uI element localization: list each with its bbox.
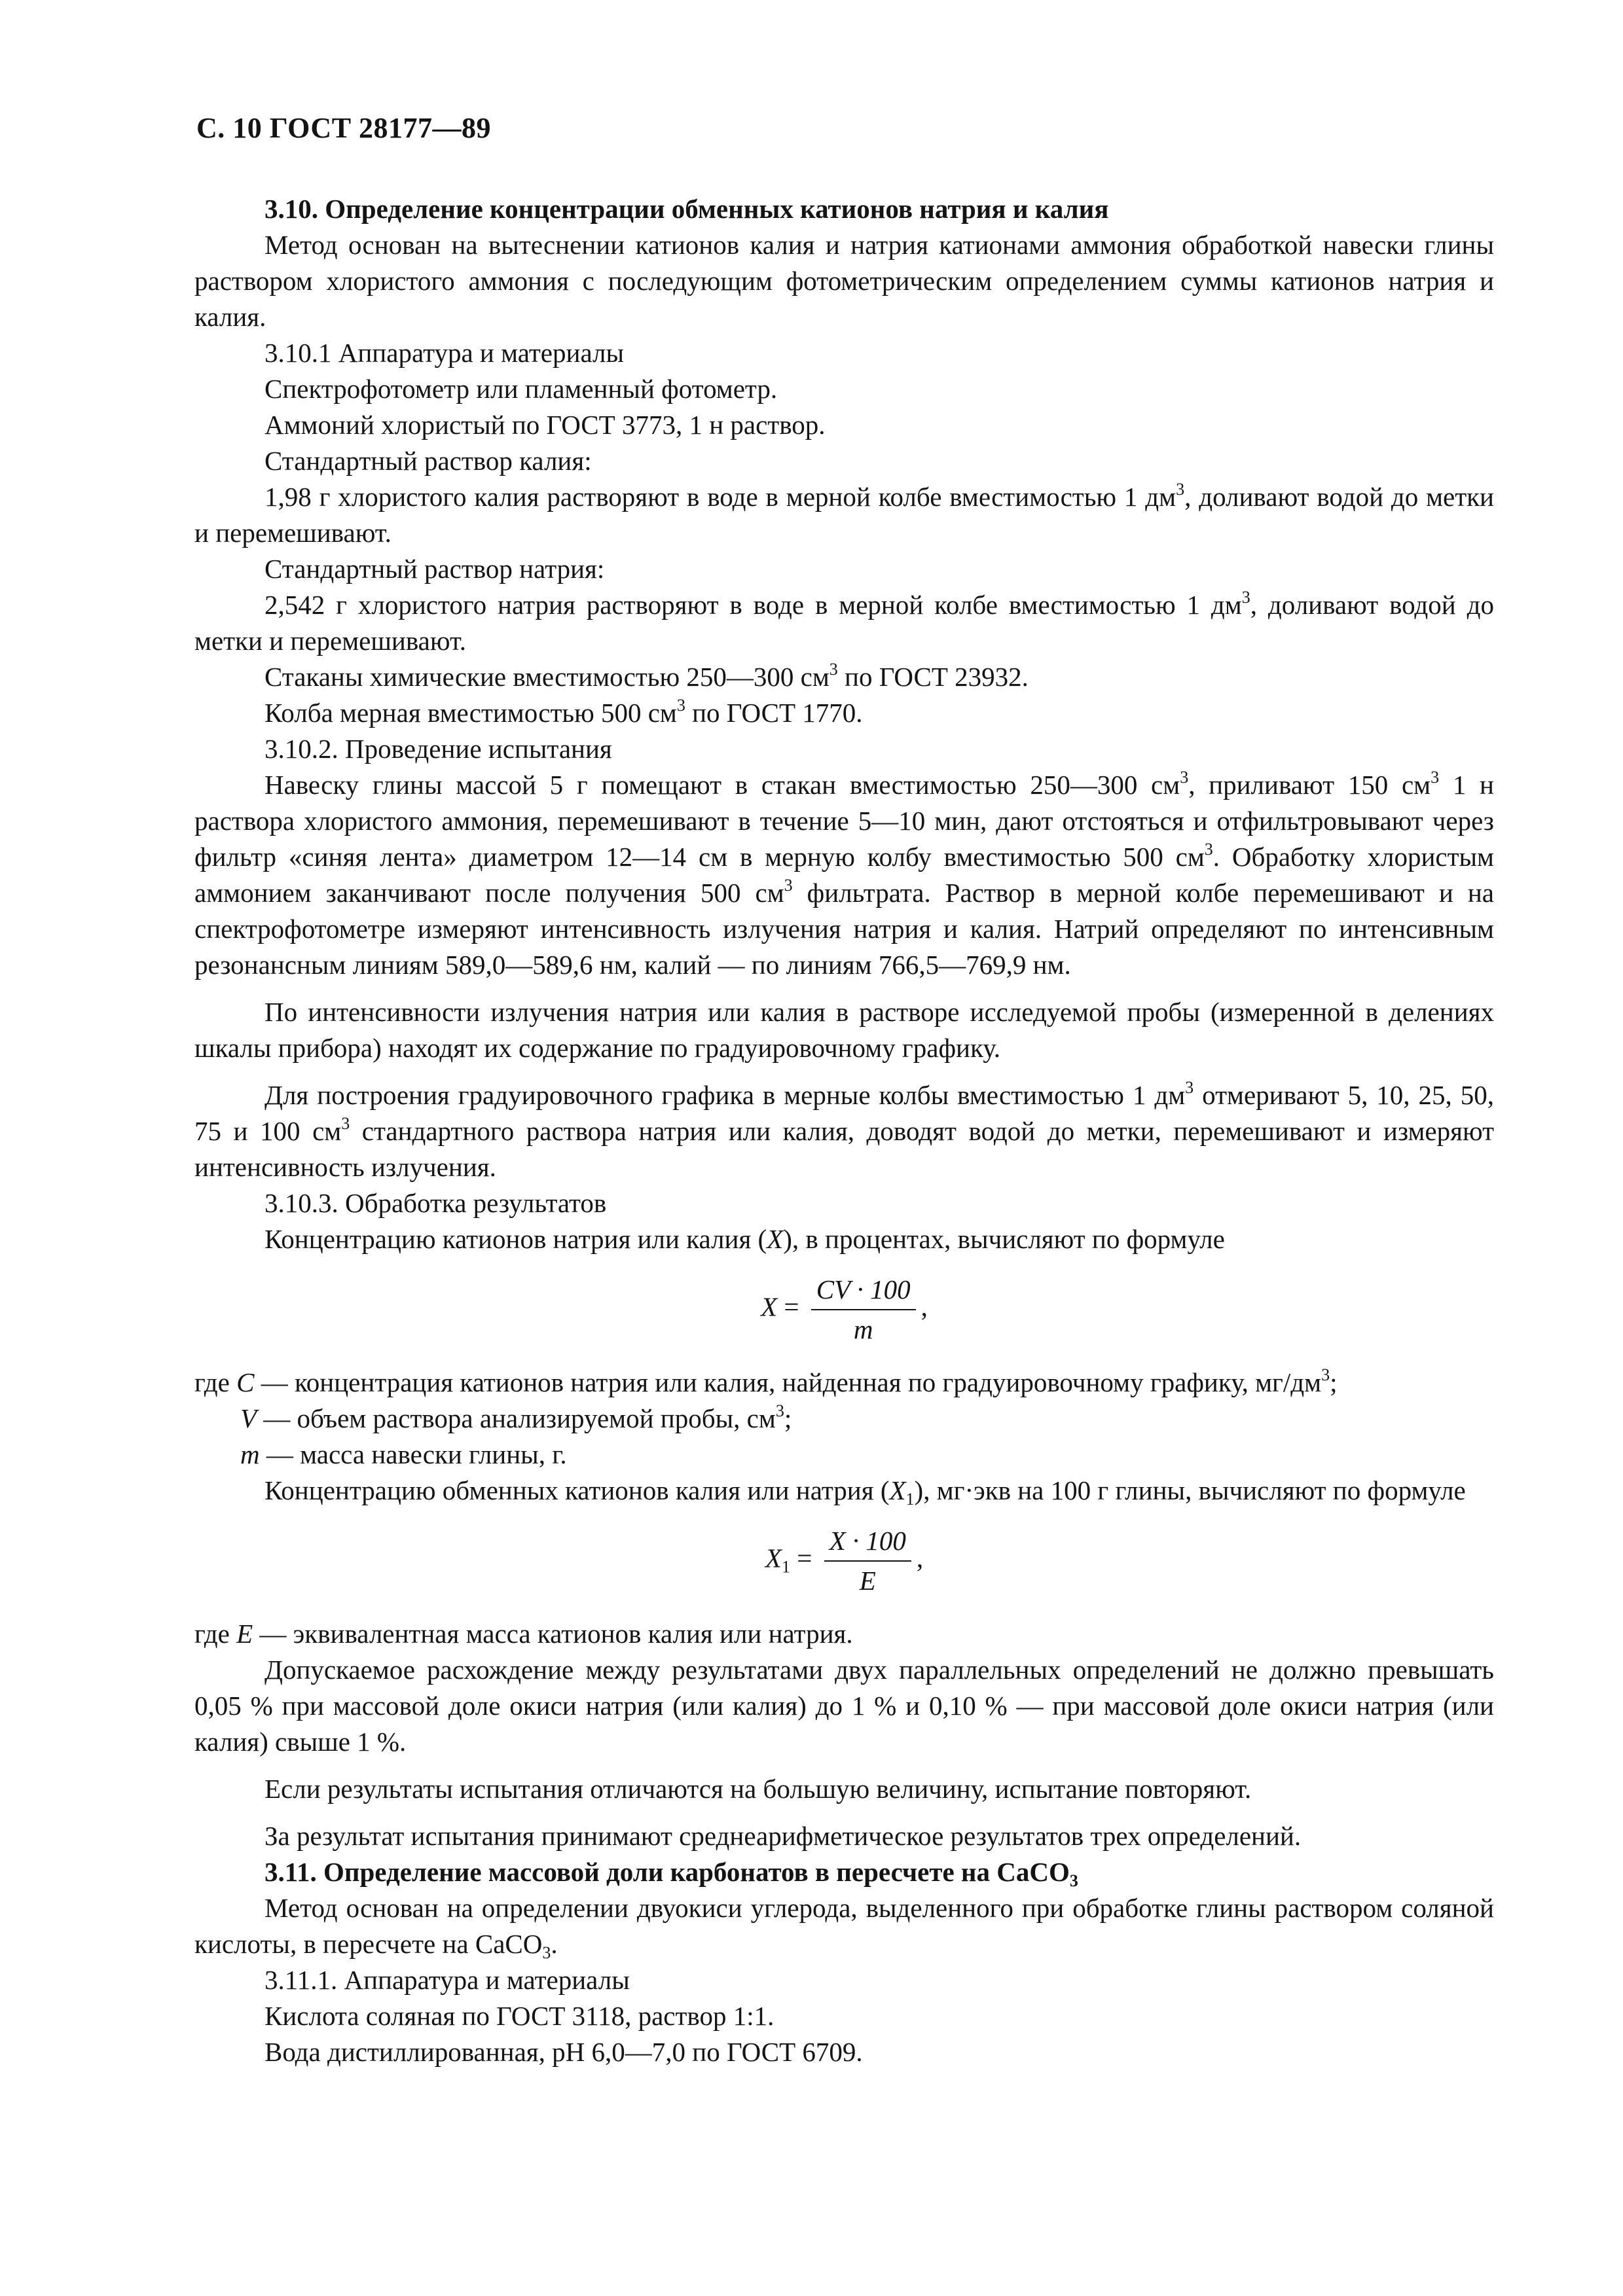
section-3-10-2-title: 3.10.2. Проведение испытания	[264, 734, 612, 764]
formula-2-intro: Концентрацию обменных катионов калия или натрия $(X_1)$, мг·экв на 100 г глины, вычисляют по формуле	[264, 1475, 1466, 1509]
formula-x1	[194, 1523, 1494, 1599]
tolerance-paragraph: Допускаемое расхождение между результатами двух параллельных определений не должно превышать 0,05 % при массовой доле окиси натрия (или калия) до 1 % и 0,10 % — при массовой доле окиси натрия (или калия) свыше 1 %.	[194, 1655, 1494, 1757]
formula-x-equals: =	[784, 1291, 799, 1322]
section-3-10-1-title: 3.10.1 Аппаратура и материалы	[264, 338, 625, 368]
ammonium-chloride-item: Аммоний хлористый по ГОСТ 3773, 1 н раствор.	[264, 410, 826, 440]
formula-x-numerator: CV · 100	[811, 1272, 916, 1310]
formula-x1-denominator: E	[859, 1566, 876, 1596]
formula-x	[194, 1272, 1494, 1348]
formula-x1-equals: =	[797, 1543, 812, 1573]
formula-x1-fraction	[824, 1523, 911, 1599]
page-content	[194, 191, 1494, 2070]
calibration-paragraph: Для построения градуировочного графика в мерные колбы вместимостью 1 $дм^3$ отмеривают 5, 10, 25, 50, 75 и 100 $см^3$ стандартного раствора натрия или калия, доводят водой до метки, перемешивают и измеряют интенсивность излучения.	[194, 1078, 1494, 1182]
formula-x-comma: ,	[921, 1291, 928, 1322]
potassium-standard-text: 1,98 г хлористого калия растворяют в воде в мерной колбе вместимостью 1 $дм^3$, доливают водой до метки и перемешивают.	[194, 480, 1495, 548]
section-3-11-1-title: 3.11.1. Аппаратура и материалы	[264, 1965, 630, 1995]
formula-x-lhs: X	[761, 1291, 778, 1322]
sodium-standard-title: Стандартный раствор натрия:	[264, 554, 605, 584]
section-3-11-title: 3.11. Определение массовой доли карбонатов в пересчете на CaCO$_3$	[264, 1857, 1078, 1890]
section-3-10-3-title: 3.10.3. Обработка результатов	[264, 1188, 607, 1218]
section-3-11-intro: Метод основан на определении двуокиси углерода, выделенного при обработке глины раствором соляной кислоты, в пересчете на CaCO$_3$.	[194, 1893, 1494, 1962]
spectrophotometer-item: Спектрофотометр или пламенный фотометр.	[264, 374, 778, 404]
formula-1-intro: Концентрацию катионов натрия или калия (X), в процентах, вычисляют по формуле	[264, 1224, 1225, 1254]
procedure-paragraph: Навеску глины массой 5 г помещают в стакан вместимостью 250—300 $см^3$, приливают 150 $см^3$ 1 н раствора хлористого аммония, перемешивают в течение 5—10 мин, дают отстояться и отфильтровывают через фильтр «синяя лента» диаметром 12—14 см в мерную колбу вместимостью 500 $см^3$. Обработку хлористым аммонием заканчивают после получения 500 $см^3$ фильтрата. Раствор в мерной колбе перемешивают и на спектрофотометре измеряют интенсивность излучения натрия и калия. Натрий определяют по интенсивным резонансным линиям 589,0—589,6 нм, калий — по линиям 766,5—769,9 нм.	[194, 768, 1494, 980]
definition-c: где C — концентрация катионов натрия или калия, найденная по градуировочному графику, $мг/дм^3$;	[194, 1365, 1338, 1397]
formula-x1-numerator: X · 100	[824, 1523, 911, 1562]
definition-v: V — объем раствора анализируемой пробы, $см^3$;	[240, 1401, 792, 1433]
definition-m: m — масса навески глины, г.	[240, 1439, 567, 1469]
formula-x-fraction	[811, 1272, 916, 1348]
glasses-item: Стаканы химические вместимостью 250—300 $см^3$ по ГОСТ 23932.	[264, 660, 1029, 692]
result-paragraph: За результат испытания принимают среднеарифметическое результатов трех определений.	[264, 1821, 1302, 1851]
page-header: С. 10 ГОСТ 28177—89	[196, 112, 492, 144]
formula-x1-comma: ,	[916, 1543, 924, 1573]
formula-x-denominator: m	[853, 1314, 873, 1344]
repeat-paragraph: Если результаты испытания отличаются на большую величину, испытание повторяют.	[264, 1774, 1252, 1804]
hydrochloric-acid-item: Кислота соляная по ГОСТ 3118, раствор 1:1.	[264, 2001, 775, 2031]
potassium-standard-title: Стандартный раствор калия:	[264, 446, 592, 476]
section-3-10-intro: Метод основан на вытеснении катионов калия и натрия катионами аммония обработкой навески глины раствором хлористого аммония с последующим фотометрическим определением суммы катионов натрия и калия.	[194, 230, 1494, 332]
intensity-paragraph: По интенсивности излучения натрия или калия в растворе исследуемой пробы (измеренной в делениях шкалы прибора) находят их содержание по градуировочному графику.	[194, 997, 1494, 1063]
formula-x1-lhs: X	[765, 1543, 782, 1573]
sodium-standard-text: 2,542 г хлористого натрия растворяют в воде в мерной колбе вместимостью 1 $дм^3$, доливают водой до метки и перемешивают.	[194, 588, 1494, 656]
section-3-10-title: 3.10. Определение концентрации обменных катионов натрия и калия	[264, 194, 1109, 224]
formula-x1-lhs-subscript: 1	[781, 1557, 790, 1577]
distilled-water-item: Вода дистиллированная, pH 6,0—7,0 по ГОСТ 6709.	[264, 2037, 863, 2067]
definition-e: где E — эквивалентная масса катионов калия или натрия.	[194, 1619, 853, 1649]
flask-item: Колба мерная вместимостью 500 $см^3$ по ГОСТ 1770.	[264, 696, 863, 728]
